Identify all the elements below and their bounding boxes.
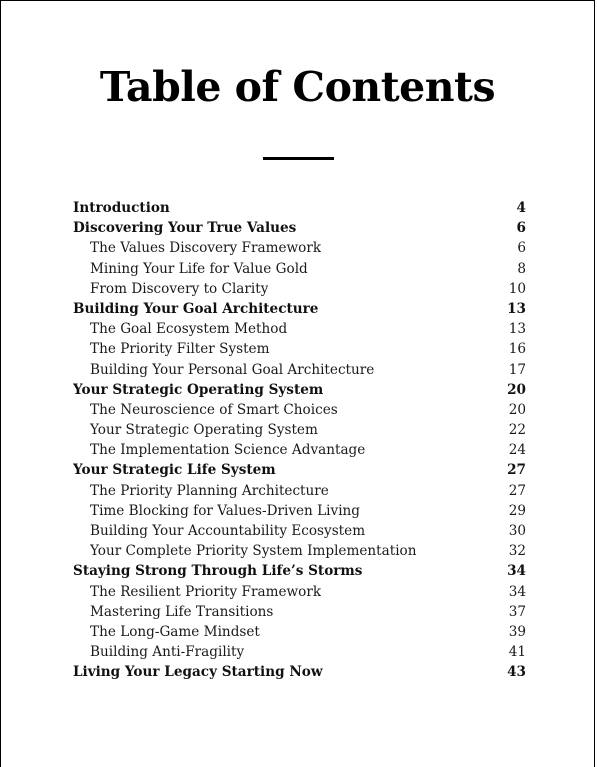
toc-entry-page: 6 <box>516 220 526 237</box>
toc-entry-page: 27 <box>507 462 526 479</box>
toc-entry-label: The Priority Filter System <box>90 341 270 358</box>
toc-entry-label: Staying Strong Through Life’s Storms <box>73 563 363 580</box>
toc-entry-label: Your Complete Priority System Implementation <box>90 543 417 560</box>
toc-entry-label: The Priority Planning Architecture <box>90 482 329 499</box>
toc-entry-page: 24 <box>508 442 526 459</box>
toc-entry-label: The Values Discovery Framework <box>90 240 322 257</box>
toc-entry[interactable] <box>73 561 526 581</box>
toc-entry-page: 17 <box>508 361 526 378</box>
toc-entry-page: 27 <box>508 482 526 499</box>
toc-entry-label: The Long-Game Mindset <box>90 623 260 640</box>
toc-entry-page: 30 <box>508 523 526 539</box>
toc-entry-label: Living Your Legacy Starting Now <box>73 664 323 681</box>
toc-entry[interactable] <box>73 400 526 420</box>
toc-entry-label: Building Your Accountability Ecosystem <box>90 523 366 539</box>
title-divider <box>263 157 334 160</box>
toc-entry[interactable] <box>73 662 526 682</box>
toc-entry-page: 41 <box>508 644 526 661</box>
toc-entry-label: Mining Your Life for Value Gold <box>90 260 308 277</box>
toc-entry[interactable] <box>73 541 526 561</box>
toc-entry[interactable] <box>73 622 526 642</box>
toc-entry-page: 39 <box>508 623 526 640</box>
toc-entry-label: From Discovery to Clarity <box>90 280 269 297</box>
toc-entry[interactable] <box>73 460 526 480</box>
toc-entry-label: Time Blocking for Values-Driven Living <box>90 502 360 519</box>
toc-entry-page: 37 <box>508 603 526 620</box>
toc-entry-page: 20 <box>507 381 526 398</box>
toc-entry[interactable] <box>73 339 526 359</box>
toc-entry-label: Your Strategic Life System <box>73 462 276 479</box>
toc-entry-label: Mastering Life Transitions <box>90 603 274 620</box>
toc-entry-label: Building Your Personal Goal Architecture <box>90 361 375 378</box>
toc-entry-label: Building Anti-Fragility <box>90 644 245 661</box>
toc-entry-page: 13 <box>508 321 526 338</box>
toc-entry-page: 10 <box>508 280 526 297</box>
toc-entry[interactable] <box>73 360 526 380</box>
toc-entry-page: 6 <box>517 240 526 257</box>
toc-entry-page: 20 <box>508 401 526 418</box>
toc-entry-page: 8 <box>517 260 526 277</box>
toc-entry[interactable] <box>73 440 526 460</box>
toc-entry-page: 29 <box>508 502 526 519</box>
toc-entry[interactable] <box>73 218 526 238</box>
toc-entry-page: 32 <box>508 543 526 560</box>
toc-entry-page: 43 <box>507 664 526 681</box>
toc-entry-page: 34 <box>508 583 526 600</box>
toc-entry-label: The Neuroscience of Smart Choices <box>90 401 338 418</box>
toc-entry[interactable] <box>73 259 526 279</box>
toc-entry-label: Building Your Goal Architecture <box>73 300 319 317</box>
toc-entry[interactable] <box>73 238 526 258</box>
toc-list <box>73 198 526 683</box>
page-title: Table of Contents <box>99 63 496 111</box>
toc-entry[interactable] <box>73 420 526 440</box>
toc-entry[interactable] <box>73 602 526 622</box>
toc-entry[interactable] <box>73 299 526 319</box>
toc-entry[interactable] <box>73 501 526 521</box>
toc-entry-page: 34 <box>507 563 526 580</box>
toc-entry-label: Introduction <box>73 200 170 216</box>
toc-entry-label: Your Strategic Operating System <box>73 381 324 398</box>
toc-entry-page: 13 <box>507 300 526 317</box>
toc-entry[interactable] <box>73 279 526 299</box>
toc-entry[interactable] <box>73 481 526 501</box>
toc-entry-page: 22 <box>508 422 526 439</box>
toc-entry-label: The Goal Ecosystem Method <box>90 321 288 338</box>
toc-entry[interactable] <box>73 198 526 218</box>
toc-entry-page: 16 <box>508 341 526 358</box>
toc-entry-label: Discovering Your True Values <box>73 220 297 237</box>
toc-entry[interactable] <box>73 380 526 400</box>
toc-entry[interactable] <box>73 642 526 662</box>
toc-entry-label: The Resilient Priority Framework <box>90 583 322 600</box>
toc-entry-label: The Implementation Science Advantage <box>90 442 366 459</box>
toc-entry[interactable] <box>73 521 526 541</box>
toc-entry-page: 4 <box>516 200 526 216</box>
toc-entry-label: Your Strategic Operating System <box>90 422 318 439</box>
toc-entry[interactable] <box>73 582 526 602</box>
toc-entry[interactable] <box>73 319 526 339</box>
